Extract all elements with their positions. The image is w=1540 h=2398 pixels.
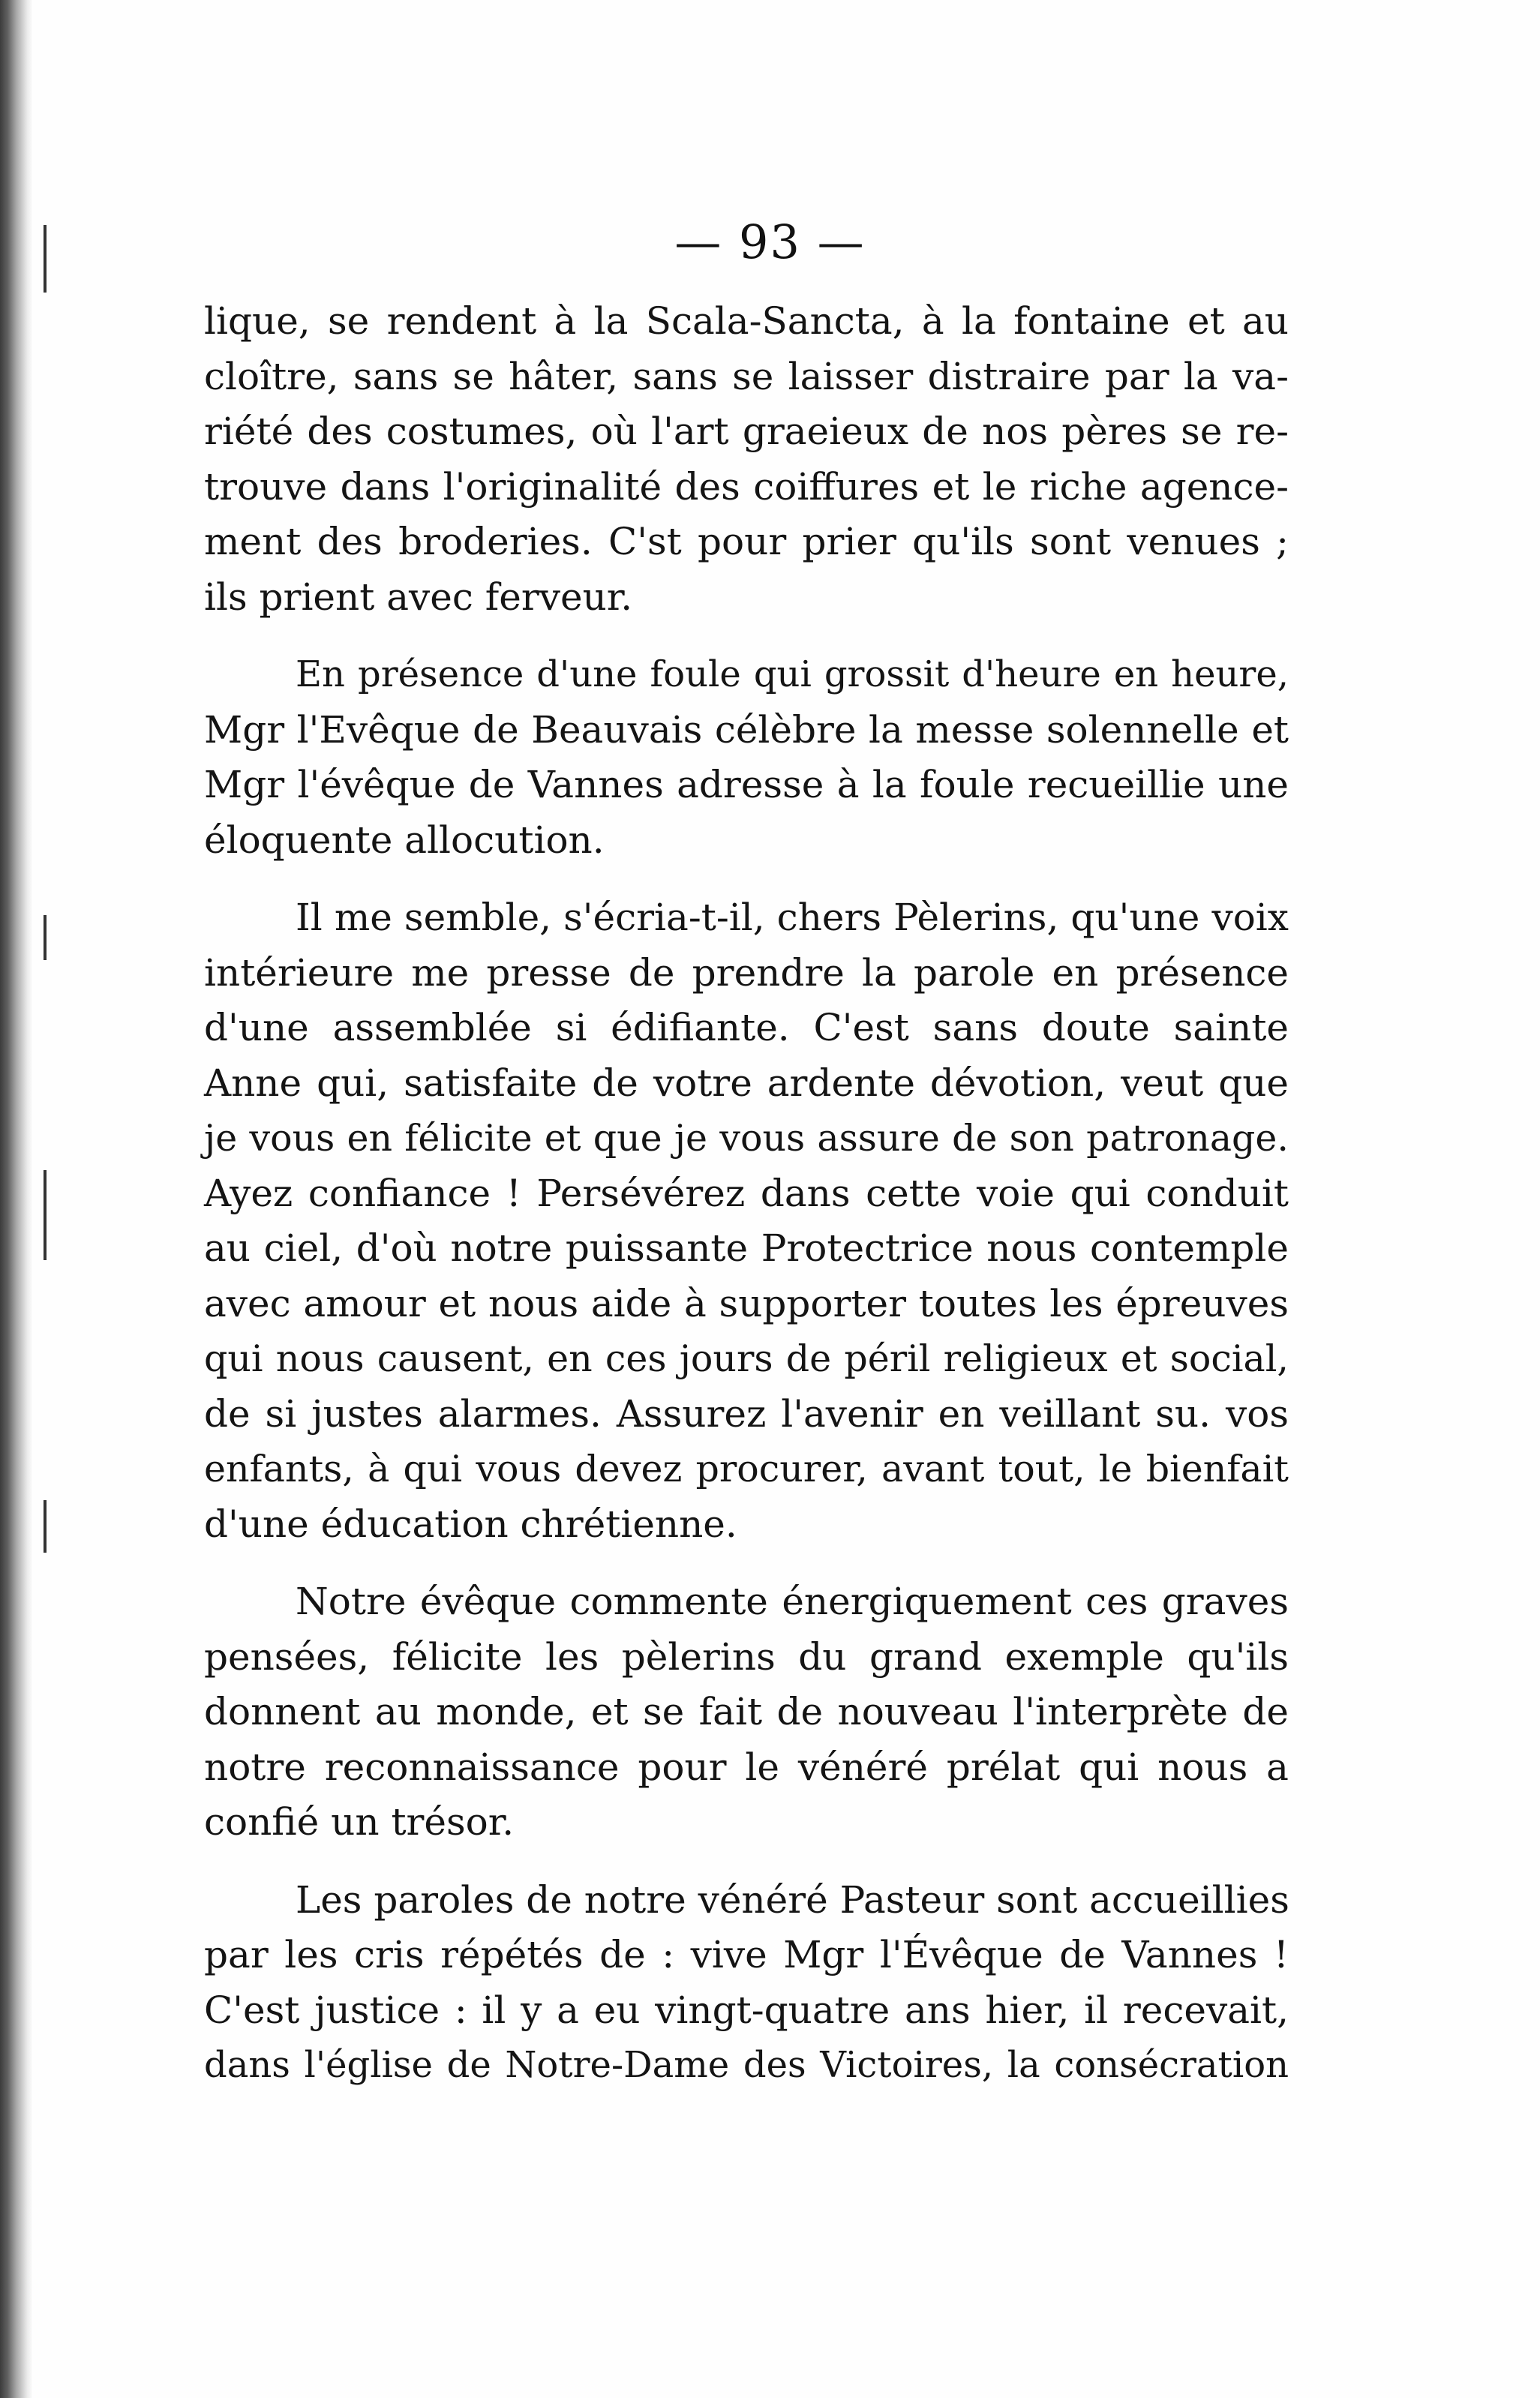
paragraph [204, 1873, 1289, 2093]
text-line: ils prient avec ferveur. [204, 575, 633, 619]
text-line: de si justes alarmes. Assurez l'avenir en veillant su. vos [204, 1391, 1289, 1436]
text-line: enfants, à qui vous devez procurer, avant tout, le bienfait [204, 1448, 1289, 1490]
text-line: Les paroles de notre vénéré Pasteur sont accueillies [296, 1877, 1289, 1922]
text-line: d'une éducation chrétienne. [204, 1502, 737, 1546]
body-text [204, 294, 1289, 2093]
text-line: intérieure me presse de prendre la parole en présence [204, 950, 1289, 995]
text-line: riété des costumes, où l'art graeieux de nos pères se re- [204, 410, 1289, 453]
text-line: donnent au monde, et se fait de nouveau l'interprète de [204, 1690, 1289, 1733]
text-line: par les cris répétés de : vive Mgr l'Évêque de Vannes ! [204, 1933, 1289, 1976]
paragraph [204, 1574, 1289, 1850]
text-line: avec amour et nous aide à supporter toutes les épreuves [204, 1281, 1289, 1325]
text-line: qui nous causent, en ces jours de péril religieux et social, [204, 1337, 1289, 1380]
text-line: En présence d'une foule qui grossit d'heure en heure, [296, 653, 1289, 695]
text-line: trouve dans l'originalité des coiffures et le riche agence- [204, 464, 1289, 509]
text-line: Ayez confiance ! Persévérez dans cette voie qui conduit [204, 1171, 1289, 1215]
text-line: Mgr l'Evêque de Beauvais célèbre la messe solennelle et [204, 707, 1289, 752]
text-line: Anne qui, satisfaite de votre ardente dévotion, veut que [204, 1061, 1289, 1105]
binding-mark [44, 1170, 47, 1260]
text-line: C'est justice : il y a eu vingt-quatre ans hier, il recevait, [204, 1988, 1289, 2032]
text-line: Notre évêque commente énergiquement ces graves [296, 1580, 1289, 1623]
text-line: ment des broderies. C'st pour prier qu'ils sont venues ; [204, 520, 1289, 563]
text-line: notre reconnaissance pour le vénéré prélat qui nous a [204, 1745, 1289, 1789]
text-line: cloître, sans se hâter, sans se laisser distraire par la va- [204, 354, 1289, 398]
paragraph [204, 294, 1289, 625]
text-line: confié un trésor. [204, 1800, 515, 1844]
paragraph [204, 890, 1289, 1552]
paragraph [204, 647, 1289, 868]
binding-mark [44, 1500, 47, 1553]
text-line: d'une assemblée si édifiante. C'est sans doute sainte [204, 1006, 1289, 1049]
text-line: éloquente allocution. [204, 818, 605, 862]
text-line: je vous en félicite et que je vous assure de son patronage. [204, 1117, 1289, 1160]
text-line: Mgr l'évêque de Vannes adresse à la foule recueillie une [204, 763, 1289, 806]
text-line: dans l'église de Notre-Dame des Victoires, la consécration [204, 2044, 1289, 2086]
binding-edge [0, 0, 33, 2398]
text-line: au ciel, d'où notre puissante Protectrice nous contemple [204, 1226, 1289, 1270]
binding-mark [44, 915, 47, 960]
text-line: lique, se rendent à la Scala-Sancta, à la fontaine et au [204, 299, 1289, 343]
text-line: pensées, félicite les pèlerins du grand exemple qu'ils [204, 1634, 1289, 1679]
page-number: — 93 — [674, 215, 866, 269]
text-line: Il me semble, s'écria-t-il, chers Pèlerins, qu'une voix [296, 896, 1289, 939]
